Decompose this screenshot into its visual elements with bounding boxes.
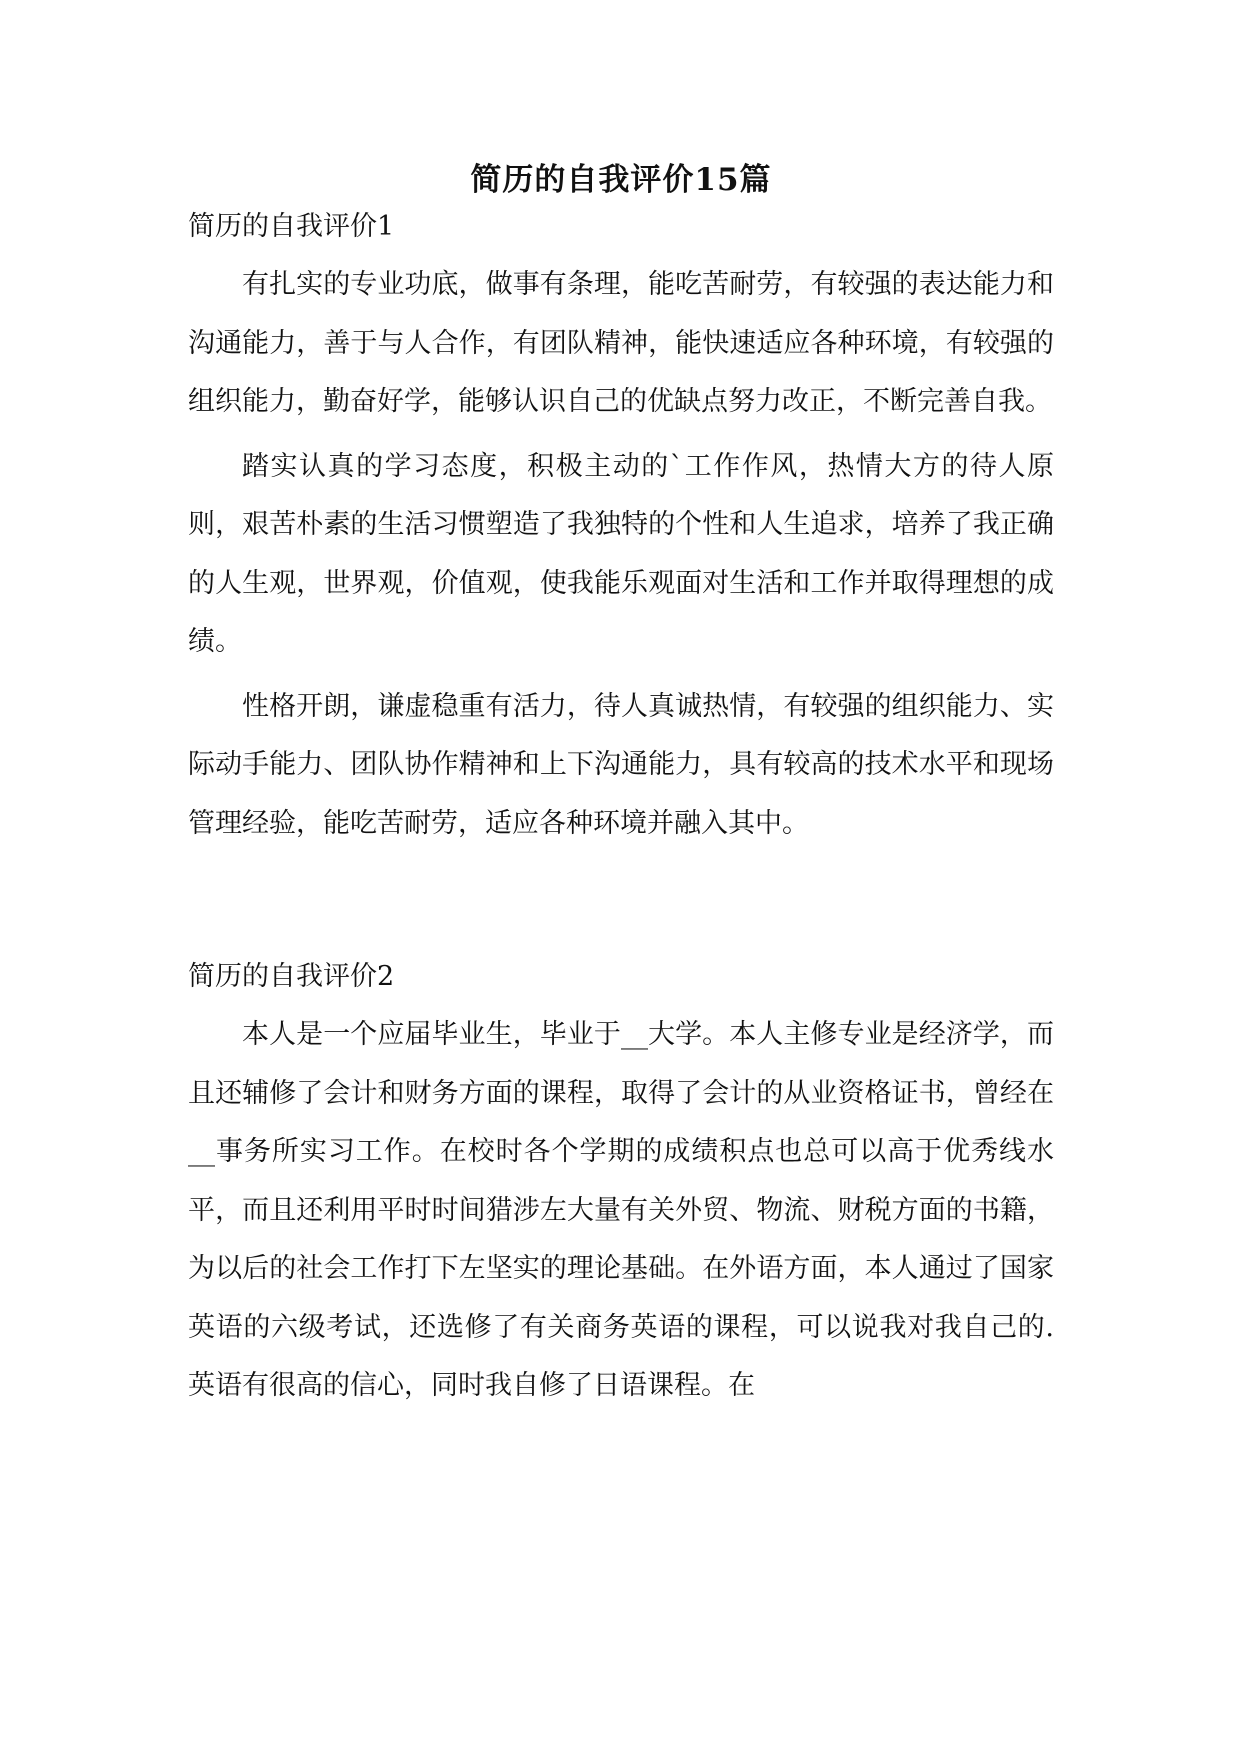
section-2 — [188, 957, 1054, 1422]
paragraph: 有扎实的专业功底，做事有条理，能吃苦耐劳，有较强的表达能力和沟通能力，善于与人合作，有团队精神，能快速适应各种环境，有较强的组织能力，勤奋好学，能够认识自己的优缺点努力改正，不断完善自我。 — [188, 269, 1054, 417]
paragraph: 性格开朗，谦虚稳重有活力，待人真诚热情，有较强的组织能力、实际动手能力、团队协作精神和上下沟通能力，具有较高的技术水平和现场管理经验，能吃苦耐劳，适应各种环境并融入其中。 — [188, 690, 1054, 839]
paragraph: 踏实认真的学习态度，积极主动的`工作作风，热情大方的待人原则，艰苦朴素的生活习惯塑造了我独特的个性和人生追求，培养了我正确的人生观，世界观，价值观，使我能乐观面对生活和工作并取得理想的成绩。 — [188, 450, 1054, 657]
section-heading: 简历的自我评价2 — [188, 961, 395, 992]
section-1 — [188, 207, 1054, 859]
paragraph: 本人是一个应届毕业生，毕业于__大学。本人主修专业是经济学，而且还辅修了会计和财务方面的课程，取得了会计的从业资格证书，曾经在__事务所实习工作。在校时各个学期的成绩积点也总可以高于优秀线水平，而且还利用平时时间猎涉左大量有关外贸、物流、财税方面的书籍，为以后的社会工作打下左坚实的理论基础。在外语方面，本人通过了国家英语的六级考试，还选修了有关商务英语的课程，可以说我对我自己的. 英语有很高的信心，同时我自修了日语课程。在 — [188, 1019, 1054, 1401]
section-heading: 简历的自我评价1 — [188, 211, 395, 242]
document-title: 简历的自我评价15篇 — [470, 162, 772, 198]
